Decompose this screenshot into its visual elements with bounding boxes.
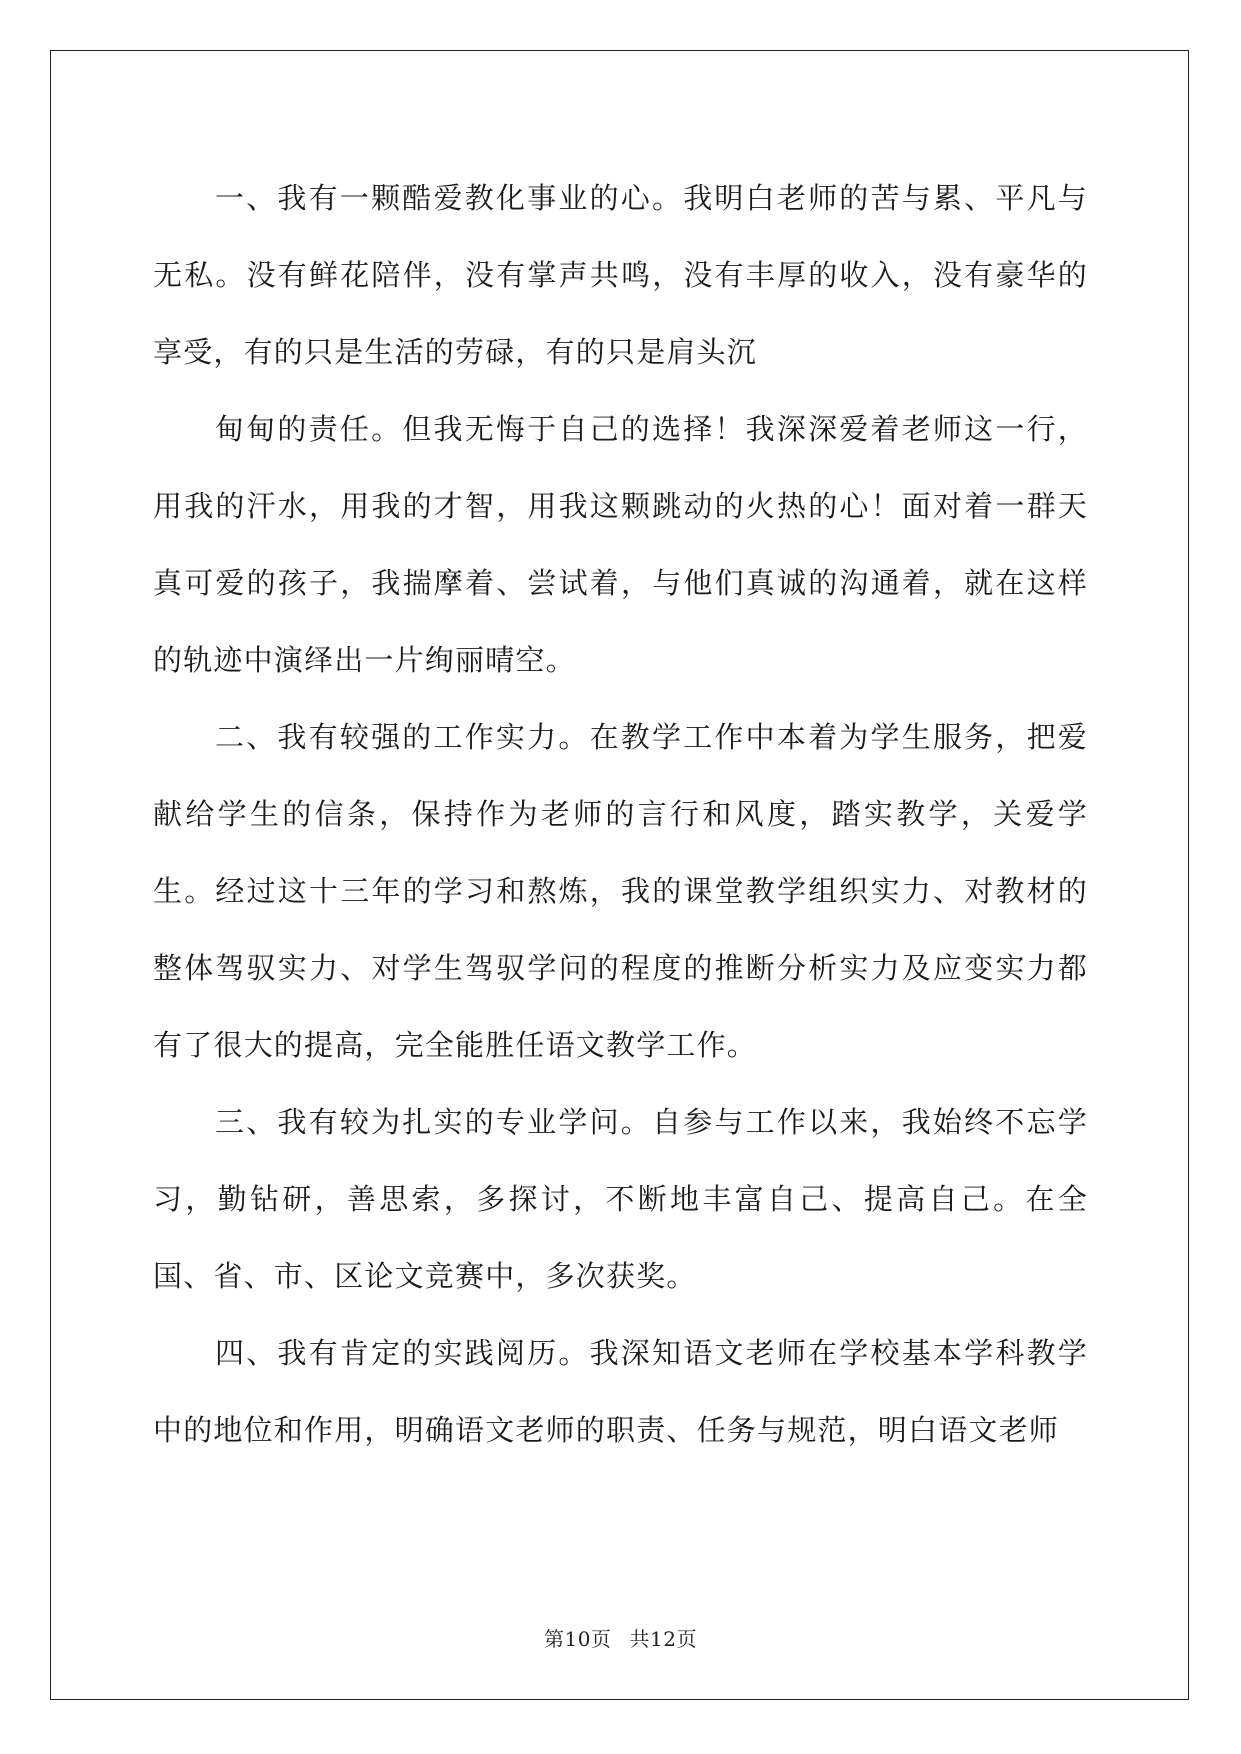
- paragraph-4: 三、我有较为扎实的专业学问。自参与工作以来，我始终不忘学习，勤钻研，善思索，多探讨，不断地丰富自己、提高自己。在全国、省、市、区论文竞赛中，多次获奖。: [153, 1105, 1088, 1293]
- paragraph-2: 甸甸的责任。但我无悔于自己的选择！我深深爱着老师这一行，用我的汗水，用我的才智，用我这颗跳动的火热的心！面对着一群天真可爱的孩子，我揣摩着、尝试着，与他们真诚的沟通着，就在这样的轨迹中演绎出一片绚丽晴空。: [153, 412, 1088, 677]
- paragraph-3: 二、我有较强的工作实力。在教学工作中本着为学生服务，把爱献给学生的信条，保持作为老师的言行和风度，踏实教学，关爱学生。经过这十三年的学习和熬炼，我的课堂教学组织实力、对教材的整体驾驭实力、对学生驾驭学问的程度的推断分析实力及应变实力都有了很大的提高，完全能胜任语文教学工作。: [153, 720, 1088, 1062]
- paragraph-1: 一、我有一颗酷爱教化事业的心。我明白老师的苦与累、平凡与无私。没有鲜花陪伴，没有掌声共鸣，没有丰厚的收入，没有豪华的享受，有的只是生活的劳碌，有的只是肩头沉: [153, 181, 1088, 369]
- total-pages: 共12页: [629, 1627, 697, 1651]
- page-footer: [0, 1623, 1241, 1652]
- paragraph-5: 四、我有肯定的实践阅历。我深知语文老师在学校基本学科教学中的地位和作用，明确语文老师的职责、任务与规范，明白语文老师: [153, 1336, 1088, 1447]
- current-page-number: 第10页: [544, 1627, 612, 1651]
- document-body: [153, 160, 1088, 1469]
